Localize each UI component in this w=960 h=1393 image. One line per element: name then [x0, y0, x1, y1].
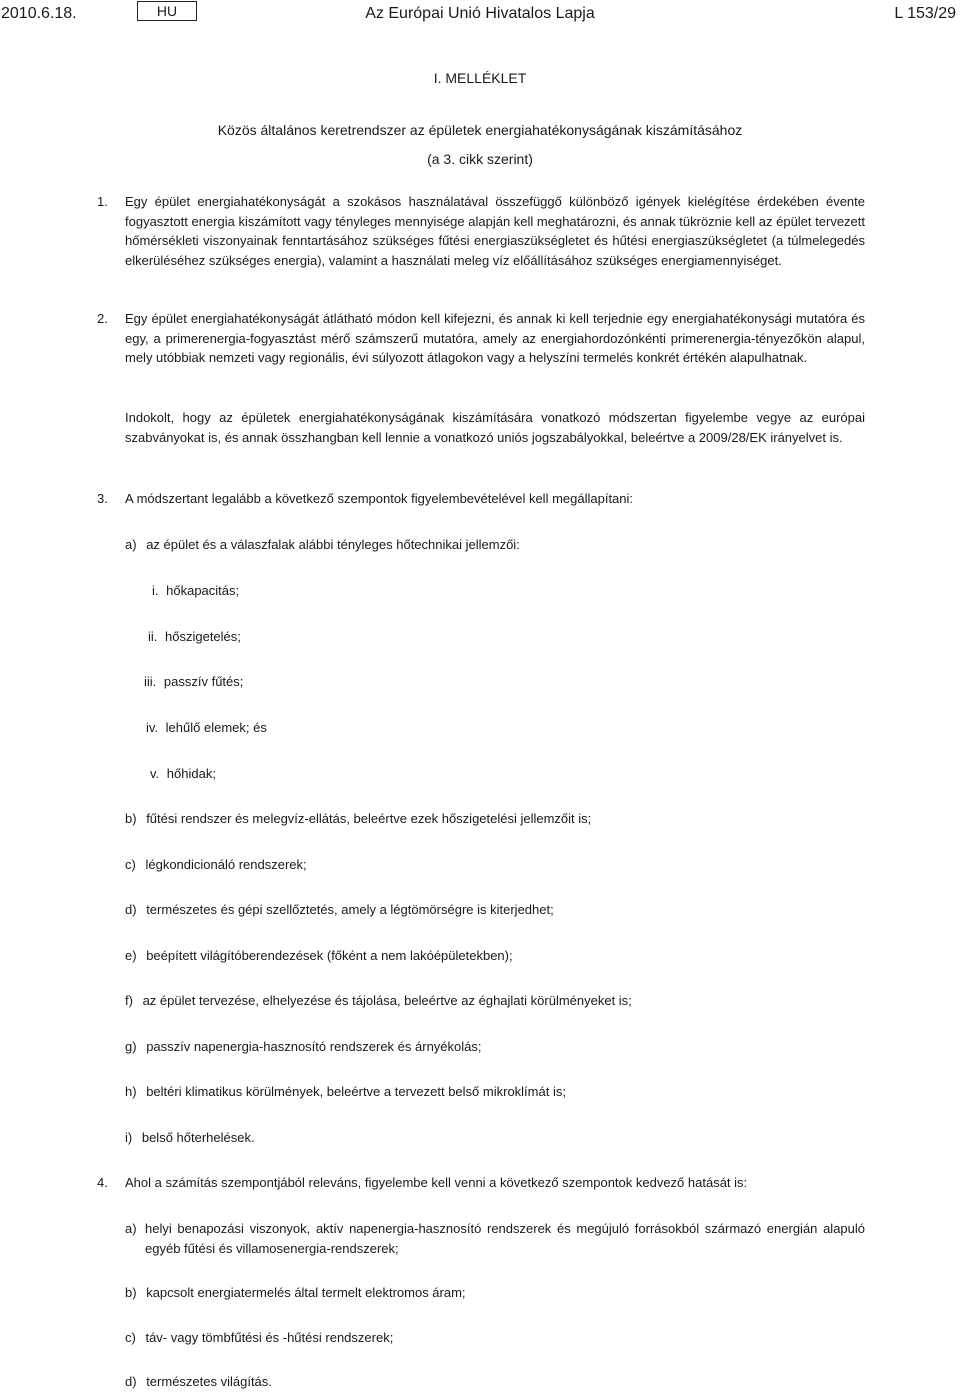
item-text: kapcsolt energiatermelés által termelt elektromos áram;	[146, 1285, 466, 1300]
item-label: ii.	[148, 629, 158, 644]
list-item-f	[125, 991, 632, 1011]
paragraph-number: 1.	[97, 194, 108, 209]
item-label: g)	[125, 1039, 137, 1054]
paragraph-text: Egy épület energiahatékonyságát a szokásos használatával összefüggő különböző igények kielégítése érdekében évente fogyasztott energia kiszámított vagy tényleges mennyisége alapján kell meghatározni, és annak tükröznie kell az épület tervezett hőmérsékleti viszonyainak fenntartásához szükséges fűtési energiaszükségletet és hűtési energiaszükségletet (a túlmelegedés elkerüléséhez szükséges energia), valamint a használati meleg víz előállításához szükséges energiamennyiséget.	[125, 194, 865, 268]
item-text: az épület tervezése, elhelyezése és tájolása, beleértve az éghajlati körülményeket is;	[142, 993, 632, 1008]
page-number: L 153/29	[894, 5, 956, 22]
item-label: iii.	[144, 674, 157, 689]
paragraph-4	[97, 1173, 865, 1193]
page-header	[0, 0, 960, 34]
item-text: lehűlő elemek; és	[165, 720, 267, 735]
list-item-e	[125, 946, 513, 966]
item-text: természetes világítás.	[146, 1374, 272, 1389]
item-label: a)	[125, 1221, 137, 1236]
journal-title: Az Európai Unió Hivatalos Lapja	[365, 5, 595, 22]
item-text: táv- vagy tömbfűtési és -hűtési rendszerek;	[145, 1330, 394, 1345]
list-item-4b	[125, 1283, 466, 1303]
item-label: b)	[125, 811, 137, 826]
item-label: d)	[125, 1374, 137, 1389]
item-text: fűtési rendszer és melegvíz-ellátás, beleértve ezek hőszigetelési jellemzőit is;	[146, 811, 592, 826]
item-text: légkondicionáló rendszerek;	[145, 857, 307, 872]
language-badge: HU	[137, 1, 197, 21]
document-title: Közös általános keretrendszer az épületek energiahatékonyságának kiszámításához	[217, 122, 743, 138]
item-label: e)	[125, 948, 137, 963]
item-label: c)	[125, 1330, 136, 1345]
paragraph-text: Ahol a számítás szempontjából releváns, figyelembe kell venni a következő szempontok kedvező hatását is:	[125, 1175, 748, 1190]
list-item-b	[125, 809, 591, 829]
item-text: az épület és a válaszfalak alábbi tényleges hőtechnikai jellemzői:	[146, 537, 520, 552]
paragraph-number: 2.	[97, 311, 108, 326]
item-label: c)	[125, 857, 136, 872]
item-text: természetes és gépi szellőztetés, amely a légtömörségre is kiterjedhet;	[146, 902, 554, 917]
item-label: a)	[125, 537, 137, 552]
paragraph-2-note	[125, 408, 865, 447]
paragraph-1	[97, 192, 865, 270]
list-item-d	[125, 900, 554, 920]
item-label: f)	[125, 993, 133, 1008]
paragraph-2	[97, 309, 865, 368]
item-label: d)	[125, 902, 137, 917]
paragraph-text: Indokolt, hogy az épületek energiahatékonyságának kiszámítására vonatkozó módszertan figyelembe vegye az európai szabványokat is, és annak összhangban kell lennie a vonatkozó uniós jogszabályokkal, beleértve a 2009/28/EK irányelvet is.	[125, 410, 865, 445]
item-label: v.	[150, 766, 160, 781]
paragraph-number: 4.	[97, 1175, 108, 1190]
list-item-4c	[125, 1328, 393, 1348]
item-text: passzív fűtés;	[163, 674, 244, 689]
item-label: b)	[125, 1285, 137, 1300]
document-subtitle: (a 3. cikk szerint)	[427, 151, 533, 167]
list-item-g	[125, 1037, 481, 1057]
list-item-4d	[125, 1372, 272, 1392]
paragraph-3	[97, 489, 865, 509]
paragraph-text: A módszertant legalább a következő szempontok figyelembevételével kell megállapítani:	[125, 491, 634, 506]
list-item-h	[125, 1082, 566, 1102]
item-text: beépített világítóberendezések (főként a nem lakóépületekben);	[146, 948, 513, 963]
item-text: hőkapacitás;	[166, 583, 240, 598]
sub-item	[148, 627, 241, 647]
list-item-i	[125, 1128, 255, 1148]
paragraph-number: 3.	[97, 491, 108, 506]
publication-date: 2010.6.18.	[1, 5, 77, 22]
item-text: passzív napenergia-hasznosító rendszerek és árnyékolás;	[146, 1039, 482, 1054]
paragraph-text: Egy épület energiahatékonyságát átlátható módon kell kifejezni, és annak ki kell terjednie egy energiahatékonysági mutatóra és egy, a primerenergia-fogyasztást mérő számszerű mutatóra, amely az energiahordozónkénti primerenergia-tényezőkön alapul, mely utóbbiak nemzeti vagy regionális, évi súlyozott átlagokon vagy a helyszíni termelés konkrét értékén alapulhatnak.	[125, 311, 865, 365]
item-text: belső hőterhelések.	[141, 1130, 255, 1145]
sub-item	[152, 581, 239, 601]
item-text: helyi benapozási viszonyok, aktív napenergia-hasznosító rendszerek és megújuló forrásokból származó energián alapuló egyéb fűtési és villamosenergia-rendszerek;	[145, 1221, 865, 1256]
sub-item	[150, 764, 216, 784]
sub-item	[144, 672, 243, 692]
item-text: hőhidak;	[166, 766, 216, 781]
annex-heading: I. MELLÉKLET	[433, 70, 527, 86]
sub-item	[146, 718, 267, 738]
item-label: iv.	[146, 720, 159, 735]
list-item-c	[125, 855, 307, 875]
item-text: beltéri klimatikus körülmények, beleértve a tervezett belső mikroklímát is;	[146, 1084, 566, 1099]
list-item-a	[125, 535, 520, 555]
item-label: i.	[152, 583, 159, 598]
item-text: hőszigetelés;	[165, 629, 241, 644]
list-item-4a	[125, 1219, 865, 1258]
item-label: h)	[125, 1084, 137, 1099]
item-label: i)	[125, 1130, 133, 1145]
